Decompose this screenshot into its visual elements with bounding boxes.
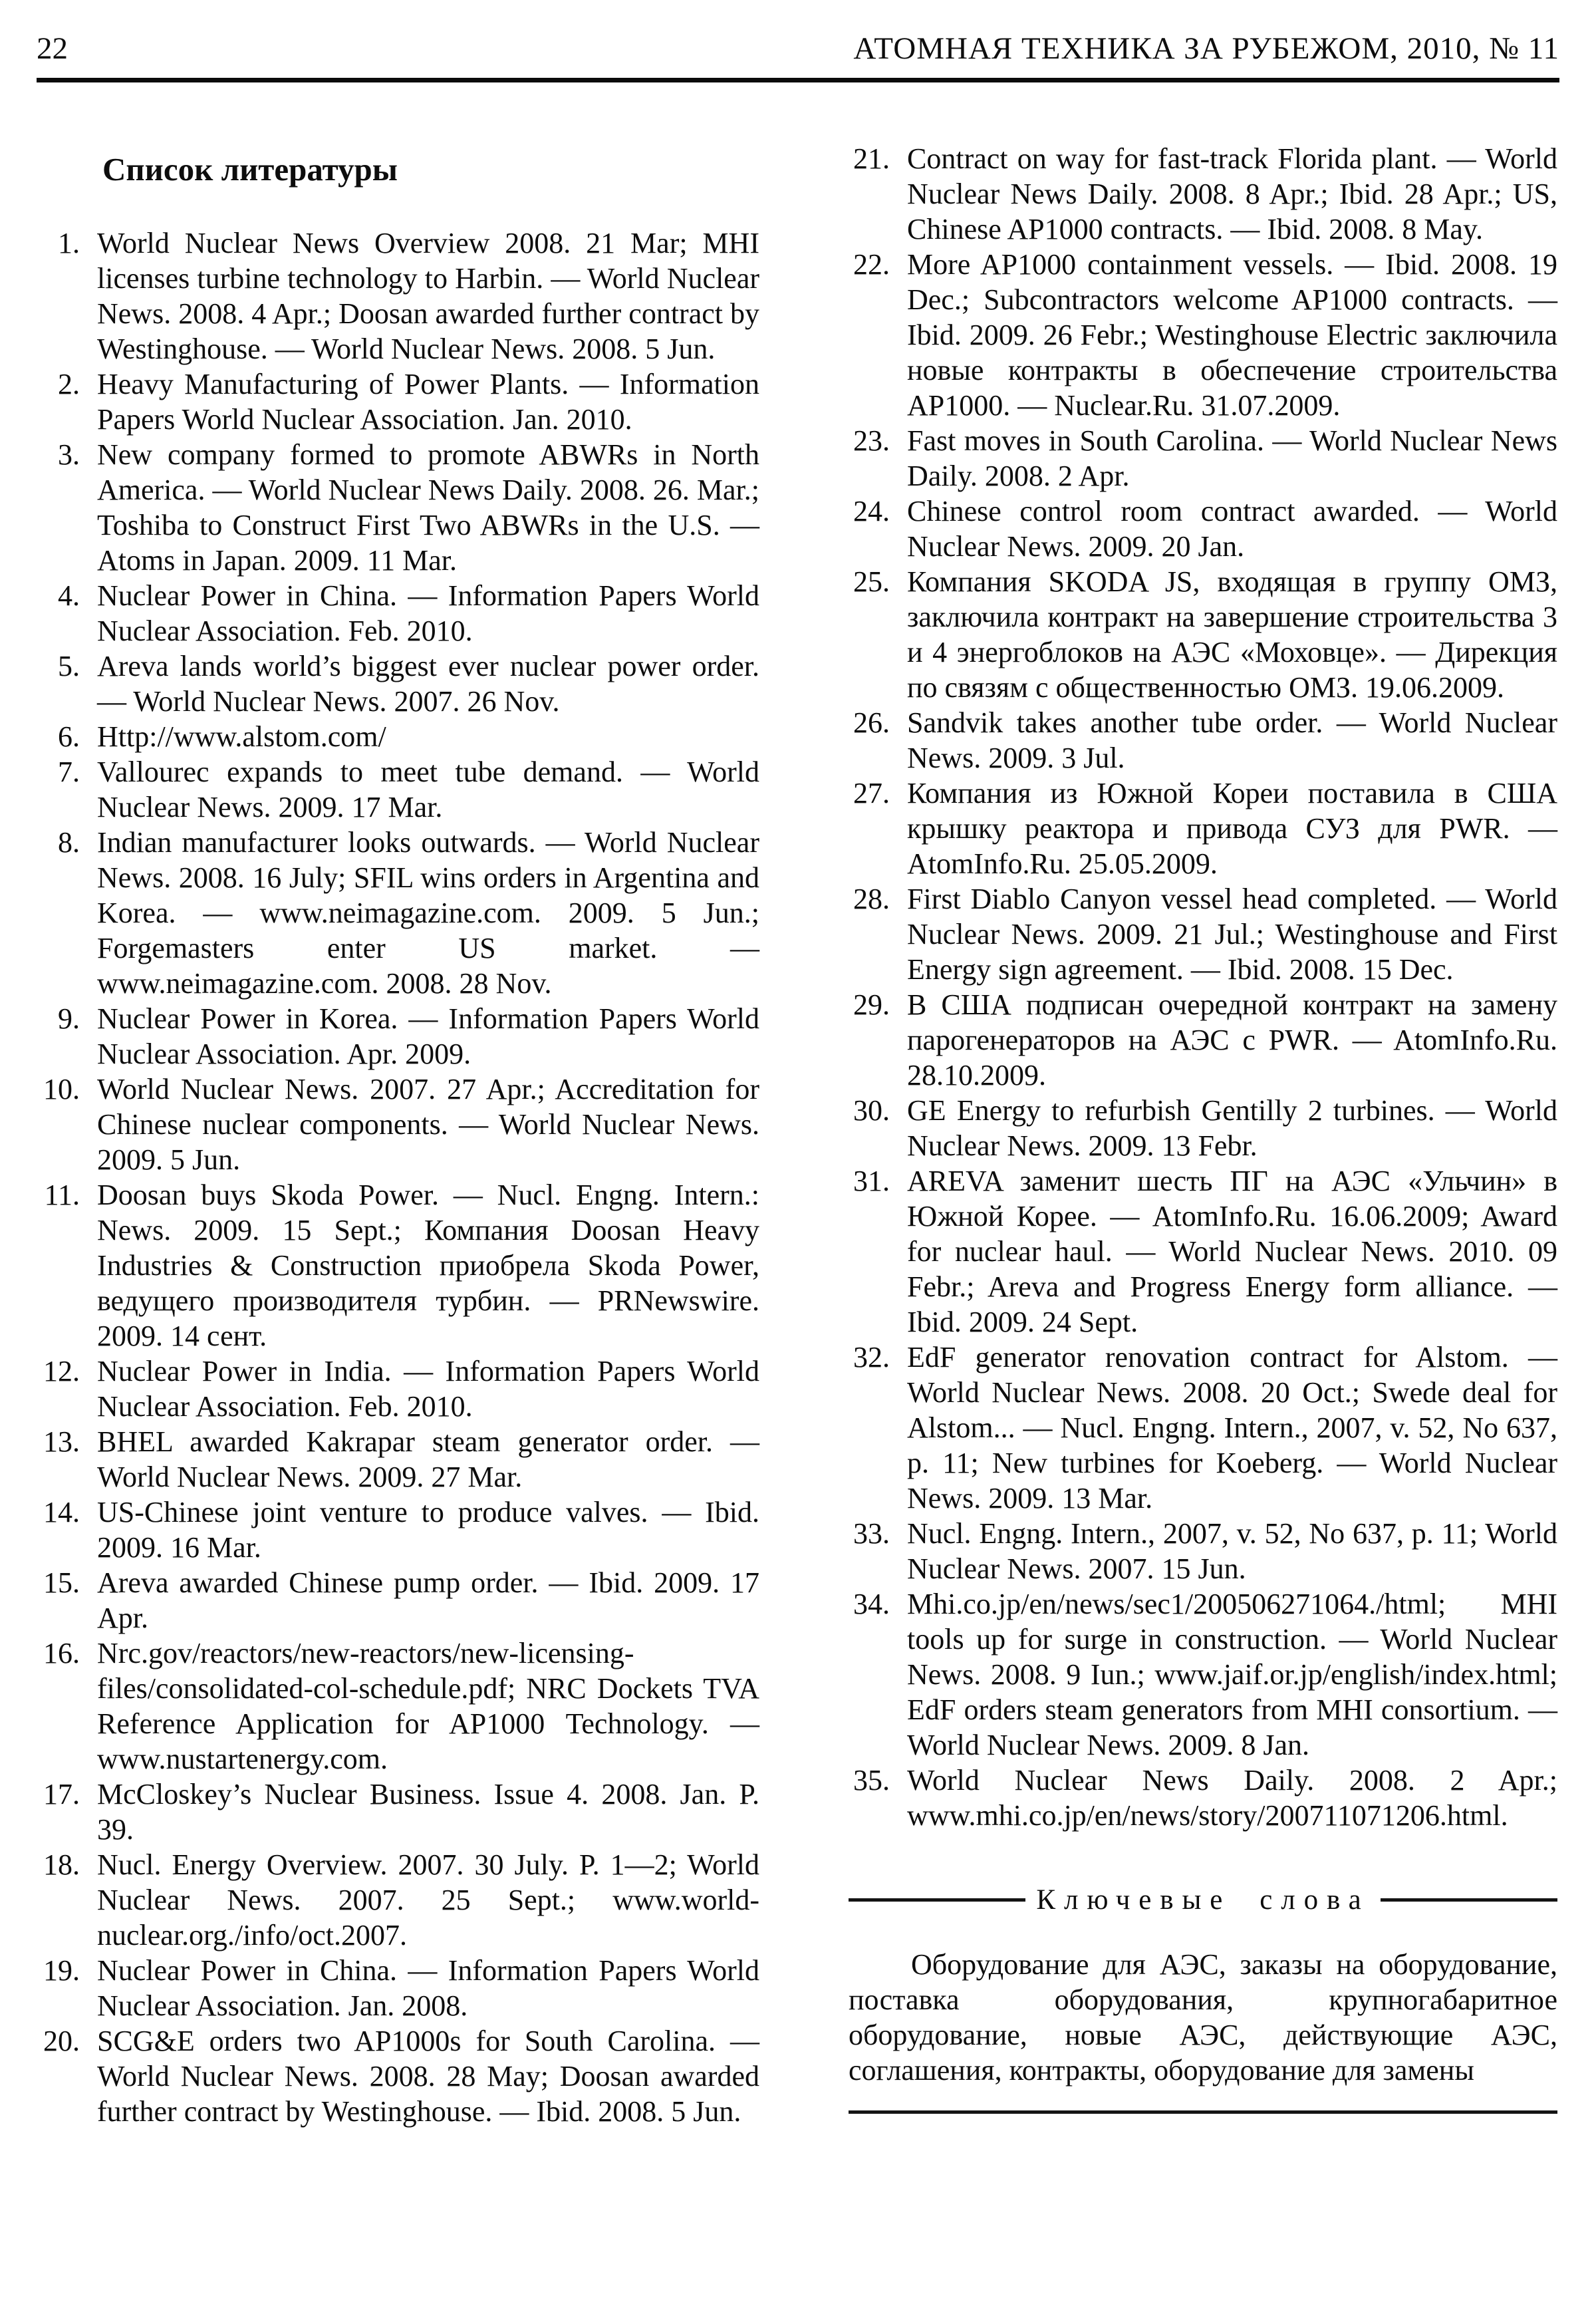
reference-number: 2. xyxy=(58,368,80,400)
right-column xyxy=(849,141,1557,2114)
reference-item xyxy=(39,1354,759,1424)
reference-text: First Diablo Canyon vessel head completed. — World Nuclear News. 2009. 21 Jul.; Westinghouse and First Energy sign agreement. — Ibid. 2008. 15 Dec. xyxy=(907,883,1557,986)
reference-number: 13. xyxy=(43,1425,80,1458)
reference-number: 8. xyxy=(58,826,80,859)
reference-text: Indian manufacturer looks outwards. — World Nuclear News. 2008. 16 July; SFIL wins orders in Argentina and Korea. — www.neimagazine.com. 2009. 5 Jun.; Forgemasters enter US market. — www.neimagazine.com. 2008. 28 Nov. xyxy=(97,826,759,1000)
reference-text: EdF generator renovation contract for Alstom. — World Nuclear News. 2008. 20 Oct.; Swede deal for Alstom... — Nucl. Engng. Intern., 2007, v. 52, No 637, p. 11; New turbines for Koeberg. — World Nuclear News. 2009. 13 Mar. xyxy=(907,1341,1557,1514)
bibliography-title: Список литературы xyxy=(102,151,398,188)
reference-item xyxy=(849,705,1557,776)
reference-text: Areva awarded Chinese pump order. — Ibid. 2009. 17 Apr. xyxy=(97,1566,759,1634)
reference-text: World Nuclear News. 2007. 27 Apr.; Accreditation for Chinese nuclear components. — World Nuclear News. 2009. 5 Jun. xyxy=(97,1073,759,1176)
reference-number: 19. xyxy=(43,1954,80,1987)
reference-number: 15. xyxy=(43,1566,80,1599)
reference-text: Nuclear Power in Korea. — Information Papers World Nuclear Association. Apr. 2009. xyxy=(97,1002,759,1070)
reference-item xyxy=(39,719,759,754)
reference-list-left xyxy=(39,225,759,2129)
reference-item xyxy=(849,247,1557,423)
keywords-bottom-rule xyxy=(849,2110,1557,2114)
reference-item xyxy=(39,1847,759,1953)
reference-text: GE Energy to refurbish Gentilly 2 turbines. — World Nuclear News. 2009. 13 Febr. xyxy=(907,1094,1557,1162)
reference-item xyxy=(849,1093,1557,1163)
reference-item xyxy=(39,1001,759,1072)
reference-item xyxy=(39,1177,759,1354)
reference-item xyxy=(39,1072,759,1177)
reference-item xyxy=(849,423,1557,494)
keywords-section xyxy=(849,1882,1557,2114)
reference-number: 23. xyxy=(853,424,890,457)
keywords-header xyxy=(849,1882,1557,1918)
reference-number: 35. xyxy=(853,1764,890,1797)
reference-text: World Nuclear News Overview 2008. 21 Mar; MHI licenses turbine technology to Harbin. — World Nuclear News. 2008. 4 Apr.; Doosan awarded further contract by Westinghouse. — World Nuclear News. 2008. 5 Jun. xyxy=(97,227,759,365)
reference-text: В США подписан очередной контракт на замену парогенераторов на АЭС с PWR. — AtomInfo.Ru. 28.10.2009. xyxy=(907,988,1557,1091)
header-rule xyxy=(37,78,1559,82)
reference-number: 16. xyxy=(43,1637,80,1669)
reference-number: 17. xyxy=(43,1778,80,1810)
reference-number: 32. xyxy=(853,1341,890,1373)
keywords-title: Ключевые слова xyxy=(1036,1884,1370,1916)
reference-text: SCG&E orders two AP1000s for South Carolina. — World Nuclear News. 2008. 28 May; Doosan awarded further contract by Westinghouse. — Ibid. 2008. 5 Jun. xyxy=(97,2025,759,2128)
reference-item xyxy=(849,1516,1557,1586)
reference-item xyxy=(39,366,759,437)
reference-list-right xyxy=(849,141,1557,1833)
reference-number: 4. xyxy=(58,579,80,612)
reference-item xyxy=(39,578,759,648)
reference-text: World Nuclear News Daily. 2008. 2 Apr.; www.mhi.co.jp/en/news/story/200711071206.html. xyxy=(907,1764,1557,1832)
reference-number: 24. xyxy=(853,495,890,527)
reference-text: BHEL awarded Kakrapar steam generator order. — World Nuclear News. 2009. 27 Mar. xyxy=(97,1425,759,1493)
reference-item xyxy=(39,1953,759,2023)
reference-item xyxy=(39,1495,759,1565)
reference-number: 31. xyxy=(853,1165,890,1197)
reference-item xyxy=(39,754,759,825)
reference-text: Nrc.gov/reactors/new-reactors/new-licensing-files/consolidated-col-schedule.pdf; NRC Dockets TVA Reference Application for AP1000 Technology. — www.nustartenergy.com. xyxy=(97,1637,759,1775)
reference-number: 21. xyxy=(853,142,890,175)
reference-number: 10. xyxy=(43,1073,80,1105)
reference-number: 26. xyxy=(853,706,890,739)
reference-item xyxy=(39,437,759,578)
reference-item xyxy=(849,494,1557,564)
reference-number: 5. xyxy=(58,650,80,682)
reference-text: Heavy Manufacturing of Power Plants. — Information Papers World Nuclear Association. Jan. 2010. xyxy=(97,368,759,436)
reference-text: AREVA заменит шесть ПГ на АЭС «Ульчин» в Южной Корее. — AtomInfo.Ru. 16.06.2009; Award for nuclear haul. — World Nuclear News. 2010. 09 Febr.; Areva and Progress Energy form alliance. — Ibid. 2009. 24 Sept. xyxy=(907,1165,1557,1338)
reference-number: 7. xyxy=(58,756,80,788)
reference-text: Vallourec expands to meet tube demand. — World Nuclear News. 2009. 17 Mar. xyxy=(97,756,759,823)
reference-text: Nuclear Power in India. — Information Papers World Nuclear Association. Feb. 2010. xyxy=(97,1355,759,1423)
reference-number: 9. xyxy=(58,1002,80,1035)
reference-text: Nuclear Power in China. — Information Papers World Nuclear Association. Jan. 2008. xyxy=(97,1954,759,2022)
reference-number: 3. xyxy=(58,438,80,471)
reference-item xyxy=(39,1424,759,1495)
reference-number: 1. xyxy=(58,227,80,259)
reference-number: 20. xyxy=(43,2025,80,2057)
keywords-text: Оборудование для АЭС, заказы на оборудование, поставка оборудования, крупногабаритное оборудование, новые АЭС, действующие АЭС, соглашения, контракты, оборудование для замены xyxy=(849,1948,1557,2087)
reference-item xyxy=(39,1565,759,1636)
reference-text: Компания из Южной Кореи поставила в США крышку реактора и привода СУЗ для PWR. — AtomInfo.Ru. 25.05.2009. xyxy=(907,777,1557,880)
reference-text: Chinese control room contract awarded. — World Nuclear News. 2009. 20 Jan. xyxy=(907,495,1557,563)
reference-item xyxy=(39,825,759,1001)
reference-number: 28. xyxy=(853,883,890,915)
reference-text: Contract on way for fast-track Florida plant. — World Nuclear News Daily. 2008. 8 Apr.; Ibid. 28 Apr.; US, Chinese AP1000 contracts. — Ibid. 2008. 8 May. xyxy=(907,142,1557,245)
reference-item xyxy=(849,1763,1557,1833)
reference-item xyxy=(39,648,759,719)
reference-item xyxy=(39,1636,759,1777)
keywords-left-rule xyxy=(849,1898,1025,1902)
reference-item xyxy=(849,881,1557,987)
reference-number: 11. xyxy=(44,1179,80,1211)
reference-number: 6. xyxy=(58,720,80,753)
reference-number: 12. xyxy=(43,1355,80,1387)
reference-item xyxy=(849,1340,1557,1516)
journal-header: АТОМНАЯ ТЕХНИКА ЗА РУБЕЖОМ, 2010, № 11 xyxy=(853,31,1559,66)
reference-text: Mhi.co.jp/en/news/sec1/200506271064./html; MHI tools up for surge in construction. — World Nuclear News. 2008. 9 Iun.; www.jaif.or.jp/english/index.html; EdF orders steam generators from MHI consortium. — World Nuclear News. 2009. 8 Jan. xyxy=(907,1588,1557,1761)
reference-text: Nuclear Power in China. — Information Papers World Nuclear Association. Feb. 2010. xyxy=(97,579,759,647)
reference-item xyxy=(39,225,759,366)
reference-text: US-Chinese joint venture to produce valves. — Ibid. 2009. 16 Mar. xyxy=(97,1496,759,1564)
reference-number: 14. xyxy=(43,1496,80,1528)
reference-item xyxy=(849,987,1557,1093)
reference-text: Http://www.alstom.com/ xyxy=(97,720,386,753)
reference-number: 34. xyxy=(853,1588,890,1620)
keywords-right-rule xyxy=(1381,1898,1557,1902)
reference-item xyxy=(849,564,1557,705)
reference-text: Fast moves in South Carolina. — World Nuclear News Daily. 2008. 2 Apr. xyxy=(907,424,1557,492)
reference-text: McCloskey’s Nuclear Business. Issue 4. 2008. Jan. P. 39. xyxy=(97,1778,759,1846)
reference-item xyxy=(849,141,1557,247)
reference-item xyxy=(849,776,1557,881)
reference-number: 29. xyxy=(853,988,890,1021)
reference-number: 25. xyxy=(853,565,890,598)
reference-item xyxy=(39,2023,759,2129)
page-number: 22 xyxy=(37,31,68,66)
reference-item xyxy=(39,1777,759,1847)
reference-text: Doosan buys Skoda Power. — Nucl. Engng. Intern.: News. 2009. 15 Sept.; Компания Doosan Heavy Industries & Construction приобрела Skoda Power, ведущего производителя турбин. — PRNewswire. 2009. 14 сент. xyxy=(97,1179,759,1352)
reference-text: Компания SKODA JS, входящая в группу ОМЗ, заключила контракт на завершение строительства 3 и 4 энергоблоков на АЭС «Моховце». — Дирекция по связям с общественностью ОМЗ. 19.06.2009. xyxy=(907,565,1557,704)
reference-text: Sandvik takes another tube order. — World Nuclear News. 2009. 3 Jul. xyxy=(907,706,1557,774)
left-column xyxy=(39,152,759,2129)
reference-number: 22. xyxy=(853,248,890,281)
reference-text: Nucl. Engng. Intern., 2007, v. 52, No 637, p. 11; World Nuclear News. 2007. 15 Jun. xyxy=(907,1517,1557,1585)
reference-text: New company formed to promote ABWRs in North America. — World Nuclear News Daily. 2008. 26. Mar.; Toshiba to Construct First Two ABWRs in the U.S. — Atoms in Japan. 2009. 11 Mar. xyxy=(97,438,759,577)
reference-text: Areva lands world’s biggest ever nuclear power order. — World Nuclear News. 2007. 26 Nov. xyxy=(97,650,759,718)
reference-number: 33. xyxy=(853,1517,890,1550)
reference-number: 27. xyxy=(853,777,890,809)
reference-number: 30. xyxy=(853,1094,890,1127)
reference-item xyxy=(849,1586,1557,1763)
reference-item xyxy=(849,1163,1557,1340)
page-header xyxy=(37,32,1559,67)
reference-text: Nucl. Energy Overview. 2007. 30 July. P. 1—2; World Nuclear News. 2007. 25 Sept.; www.world-nuclear.org./info/oct.2007. xyxy=(97,1848,759,1951)
reference-text: More AP1000 containment vessels. — Ibid. 2008. 19 Dec.; Subcontractors welcome AP1000 contracts. — Ibid. 2009. 26 Febr.; Westinghouse Electric заключила новые контракты в обеспечение строительства AP1000. — Nuclear.Ru. 31.07.2009. xyxy=(907,248,1557,422)
reference-number: 18. xyxy=(43,1848,80,1881)
